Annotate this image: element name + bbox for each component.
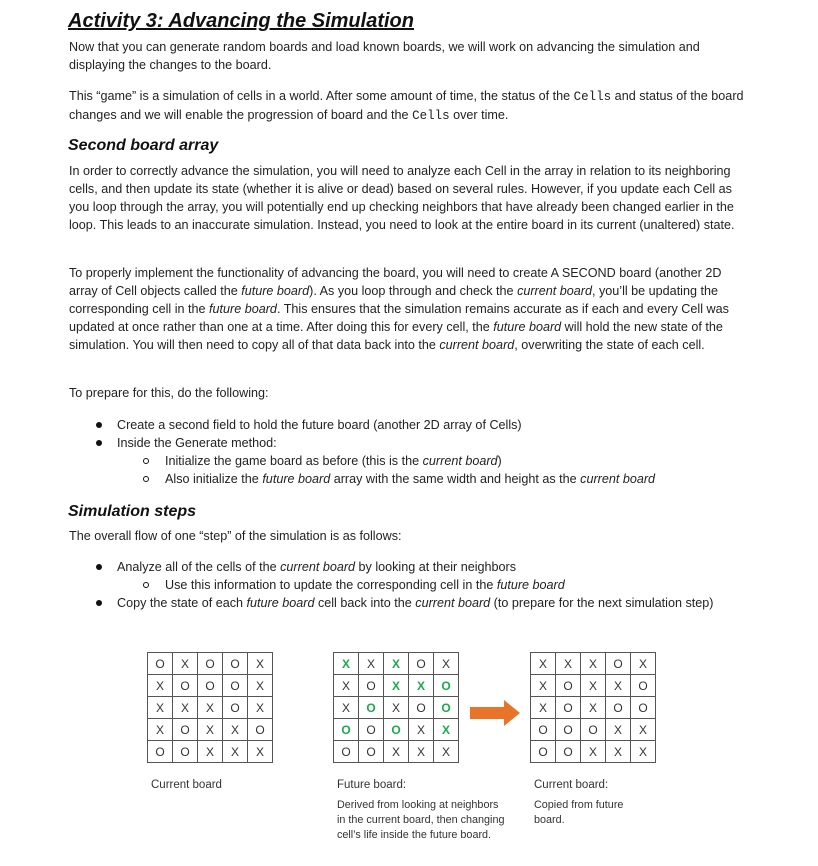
board-cell: O — [531, 741, 556, 763]
bullet-item — [69, 594, 757, 612]
text-segment: Initialize the game board as before (this is the — [165, 454, 423, 468]
board-cell: O — [173, 675, 198, 697]
board-caption: Current board: — [534, 779, 609, 791]
emphasis-text: current board — [580, 472, 656, 486]
text-segment: In order to correctly advance the simulation, you will need to analyze each Cell in the array in relation to its neighboring cells, and then update its state (whether it is alive or dead) based on several rules. However, if you update each Cell as you loop through the array, you will potentially end up checking neighbors that have already been changed earlier in the loop. This leads to an inaccurate simulation. Instead, you need to look at the entire board in its current (unaltered) state. — [69, 164, 735, 232]
board-cell: O — [434, 697, 459, 719]
bullet-item — [69, 434, 757, 452]
text-segment: ) — [497, 454, 502, 468]
board-grid-1 — [147, 652, 273, 763]
board-cell: X — [248, 675, 273, 697]
text-segment: by looking at their neighbors — [355, 560, 517, 574]
board-cell: X — [198, 741, 223, 763]
emphasis-text: future board — [493, 320, 562, 334]
board-cell: O — [556, 675, 581, 697]
board-cell: X — [223, 741, 248, 763]
text-segment: array with the same width and height as the — [330, 472, 581, 486]
section1-paragraph-1 — [69, 162, 749, 234]
board-cell: X — [531, 675, 556, 697]
board-cell: X — [334, 675, 359, 697]
text-segment: cell back into the — [314, 596, 416, 610]
board-cell: O — [198, 675, 223, 697]
section-heading-second-board: Second board array — [68, 137, 219, 154]
board-cell: X — [409, 741, 434, 763]
emphasis-text: current board — [415, 596, 491, 610]
intro-paragraph-2 — [69, 87, 749, 125]
section1-paragraph-3 — [69, 384, 749, 402]
board-cell: O — [556, 741, 581, 763]
board-cell: O — [359, 741, 384, 763]
board-cell: O — [359, 697, 384, 719]
board-cell: X — [198, 719, 223, 741]
board-cell: O — [556, 697, 581, 719]
board-cell: X — [384, 697, 409, 719]
text-segment: Use this information to update the corresponding cell in the — [165, 578, 497, 592]
text-segment: Now that you can generate random boards and load known boards, we will work on advancing the simulation and displaying the changes to the board. — [69, 40, 700, 72]
board-cell: X — [384, 675, 409, 697]
emphasis-text: current board — [280, 560, 356, 574]
board-cell: O — [248, 719, 273, 741]
emphasis-text: future board — [262, 472, 331, 486]
board-cell: X — [334, 653, 359, 675]
text-segment: Inside the Generate method: — [117, 436, 277, 450]
board-cell: O — [409, 697, 434, 719]
activity-title: Activity 3: Advancing the Simulation — [68, 10, 414, 32]
board-cell: X — [606, 719, 631, 741]
section1-paragraph-2 — [69, 264, 749, 354]
emphasis-text: current board — [422, 454, 498, 468]
board-cell: O — [631, 675, 656, 697]
section-heading-simulation-steps: Simulation steps — [68, 503, 197, 520]
section2-bullet-list — [69, 558, 757, 612]
board-cell: X — [198, 697, 223, 719]
board-cell: X — [581, 741, 606, 763]
board-cell: O — [556, 719, 581, 741]
text-segment: ). As you loop through and check the — [309, 284, 518, 298]
text-segment: and status of the board changes and we will enable the progression of board and the — [69, 89, 744, 122]
board-cell: X — [384, 741, 409, 763]
board-cell: O — [434, 675, 459, 697]
sub-bullet-item — [69, 470, 757, 488]
board-cell: O — [581, 719, 606, 741]
board-cell: X — [148, 675, 173, 697]
text-segment: To properly implement the functionality of advancing the board, you will need to create A SECOND board (another 2D array of Cell objects called the — [69, 266, 722, 298]
board-cell: X — [631, 653, 656, 675]
board-cell: X — [631, 719, 656, 741]
bullet-item — [69, 558, 757, 576]
board-cell: X — [531, 697, 556, 719]
board-cell: X — [384, 653, 409, 675]
board-cell: X — [173, 697, 198, 719]
text-segment: . This ensures that the simulation remains accurate as if each and every Cell was updated at once rather than one at a time. After doing this for every cell, the — [69, 302, 729, 334]
emphasis-text: future board — [241, 284, 310, 298]
board-cell: X — [359, 653, 384, 675]
board-cell: X — [556, 653, 581, 675]
board-cell: O — [631, 697, 656, 719]
board-description: Derived from looking at neighbors in the current board, then changing cell’s life inside the future board. — [337, 799, 505, 841]
sub-bullet-item — [69, 576, 757, 594]
board-caption: Current board — [151, 779, 222, 791]
emphasis-text: future board — [496, 578, 565, 592]
board-caption: Future board: — [337, 779, 407, 791]
board-description: Copied from future board. — [534, 799, 624, 826]
sub-bullet-item — [69, 452, 757, 470]
text-segment: Copy the state of each — [117, 596, 247, 610]
board-cell: X — [631, 741, 656, 763]
board-cell: O — [334, 719, 359, 741]
bullet-item — [69, 416, 757, 434]
emphasis-text: current board — [517, 284, 592, 298]
text-segment: To prepare for this, do the following: — [69, 386, 269, 400]
board-cell: X — [434, 719, 459, 741]
board-cell: X — [531, 653, 556, 675]
board-cell: O — [409, 653, 434, 675]
board-cell: O — [148, 741, 173, 763]
board-cell: X — [581, 697, 606, 719]
text-segment: Also initialize the — [165, 472, 263, 486]
text-segment: , overwriting the state of each cell. — [514, 338, 705, 352]
board-cell: X — [248, 697, 273, 719]
board-cell: X — [606, 741, 631, 763]
intro-paragraph-1 — [69, 38, 749, 74]
board-cell: X — [434, 653, 459, 675]
board-cell: O — [173, 719, 198, 741]
text-segment: Analyze all of the cells of the — [117, 560, 281, 574]
arrow-right-icon — [470, 700, 522, 726]
text-segment: This “game” is a simulation of cells in a world. After some amount of time, the status of the — [69, 89, 574, 103]
board-cell: O — [359, 719, 384, 741]
code-text: Cells — [573, 90, 612, 104]
emphasis-text: current board — [439, 338, 515, 352]
board-cell: O — [223, 697, 248, 719]
text-segment: The overall flow of one “step” of the simulation is as follows: — [69, 529, 402, 543]
board-cell: X — [148, 719, 173, 741]
text-segment: will hold the new state of the simulation. You will then need to copy all of that data back into the — [69, 320, 723, 352]
board-cell: O — [148, 653, 173, 675]
board-cell: O — [384, 719, 409, 741]
text-segment: , you’ll be updating the corresponding cell in the — [69, 284, 718, 316]
board-cell: X — [334, 697, 359, 719]
code-text: Cells — [412, 109, 450, 123]
board-cell: O — [198, 653, 223, 675]
board-cell: X — [434, 741, 459, 763]
text-segment: Create a second field to hold the future board (another 2D array of Cells) — [117, 418, 522, 432]
board-cell: O — [223, 675, 248, 697]
board-cell: O — [359, 675, 384, 697]
board-cell: O — [531, 719, 556, 741]
board-cell: X — [581, 675, 606, 697]
board-cell: X — [606, 675, 631, 697]
section1-bullet-list — [69, 416, 757, 488]
board-cell: X — [409, 675, 434, 697]
section2-paragraph-1 — [69, 527, 749, 545]
board-cell: X — [173, 653, 198, 675]
board-grid-2 — [333, 652, 459, 763]
board-cell: X — [248, 741, 273, 763]
emphasis-text: future board — [246, 596, 315, 610]
board-cell: X — [148, 697, 173, 719]
board-cell: O — [606, 653, 631, 675]
emphasis-text: future board — [209, 302, 277, 316]
board-cell: O — [334, 741, 359, 763]
board-grid-3 — [530, 652, 656, 763]
board-cell: O — [606, 697, 631, 719]
board-cell: X — [248, 653, 273, 675]
text-segment: over time. — [449, 108, 509, 122]
text-segment: (to prepare for the next simulation step) — [490, 596, 714, 610]
board-cell: X — [581, 653, 606, 675]
board-cell: O — [223, 653, 248, 675]
board-cell: X — [409, 719, 434, 741]
board-cell: X — [223, 719, 248, 741]
board-cell: O — [173, 741, 198, 763]
